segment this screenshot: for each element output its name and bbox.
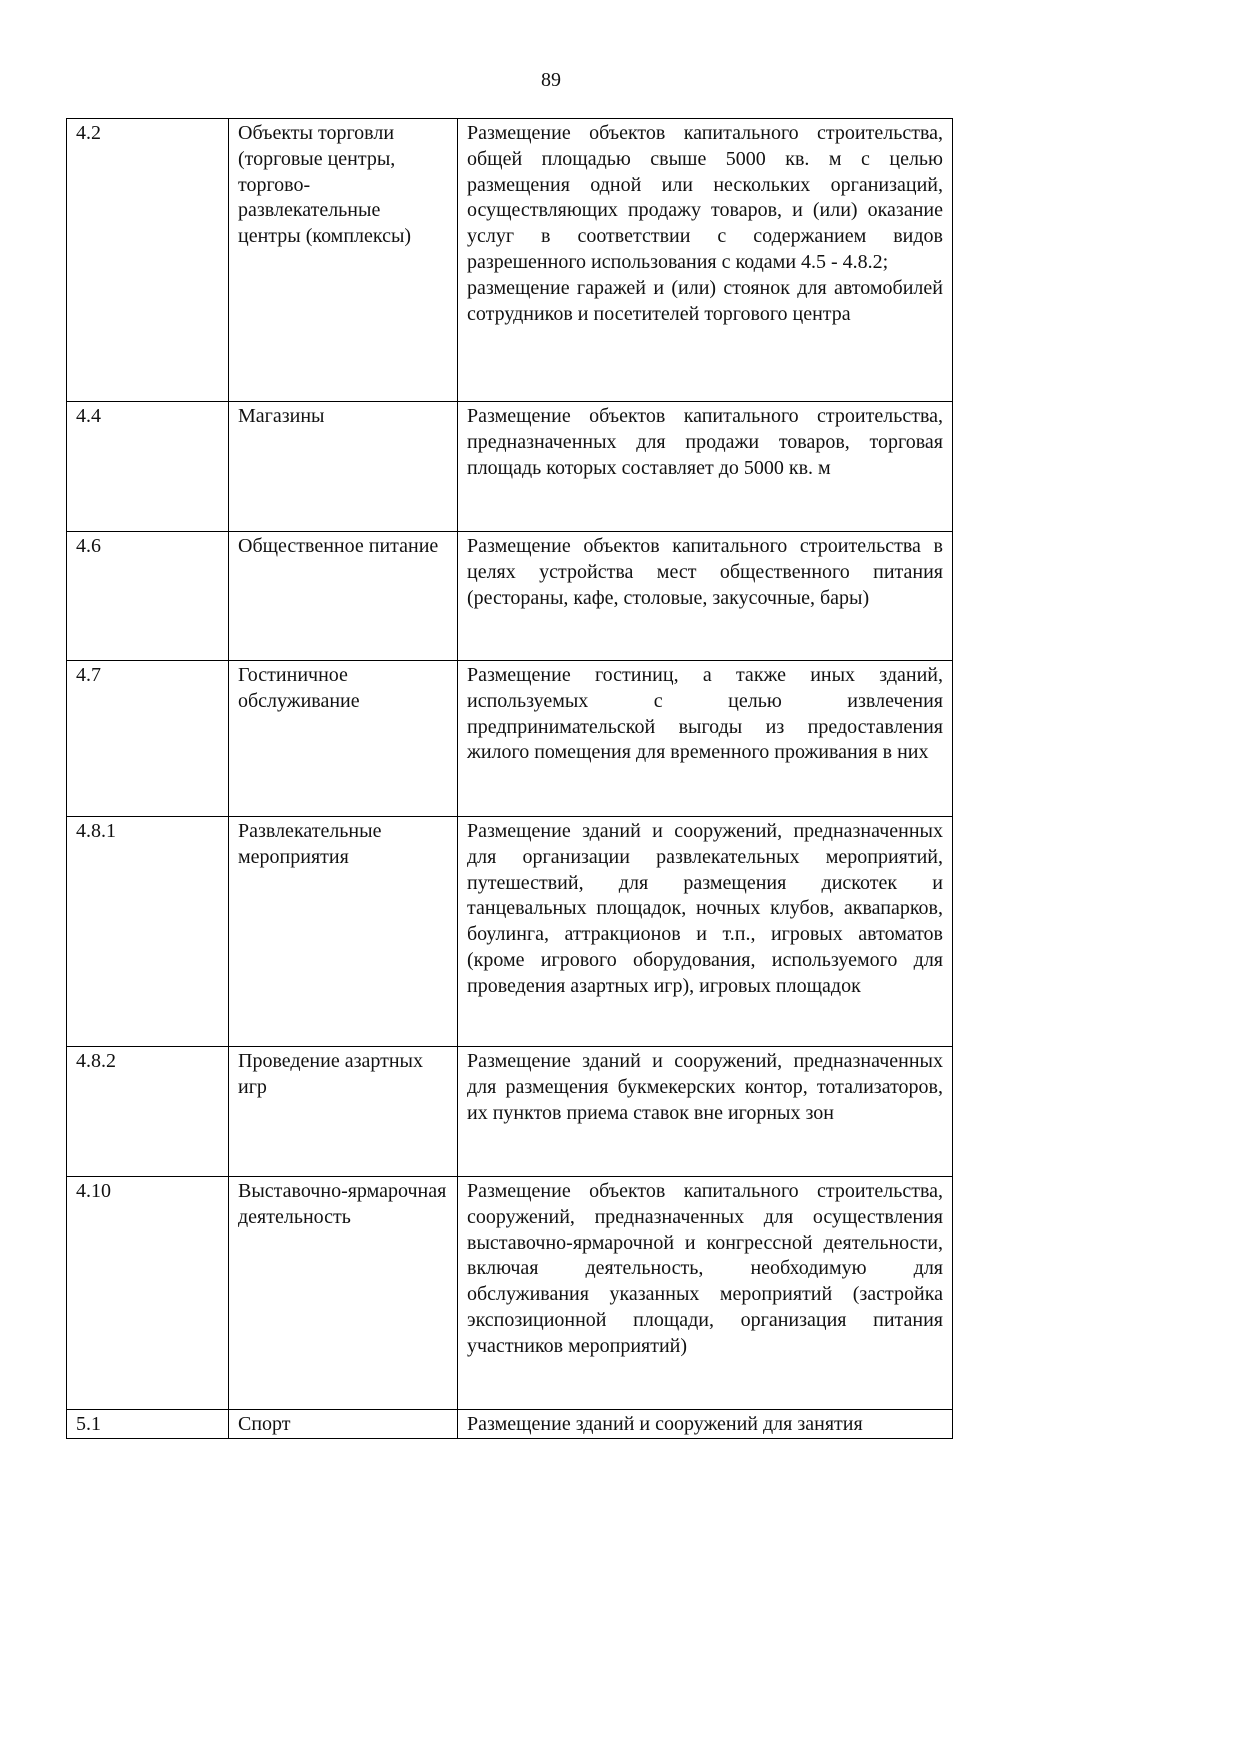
description-paragraph: Размещение зданий и сооружений, предназначенных для размещения букмекерских контор, тотализаторов, их пунктов приема ставок вне игорных зон [467, 1050, 943, 1124]
row-name: Развлекательные мероприятия [229, 817, 458, 1047]
table-row [67, 119, 953, 402]
description-paragraph: Размещение гостиниц, а также иных зданий, используемых с целью извлечения предпринимательской выгоды из предоставления жилого помещения для временного проживания в них [467, 664, 943, 764]
row-description [458, 1047, 953, 1177]
row-name: Общественное питание [229, 532, 458, 661]
row-code: 4.7 [67, 661, 229, 817]
table-row [67, 817, 953, 1047]
page-number: 89 [541, 69, 561, 91]
row-name: Выставочно-ярмарочная деятельность [229, 1177, 458, 1410]
table-row [67, 1177, 953, 1410]
row-code: 4.10 [67, 1177, 229, 1410]
table-row [67, 402, 953, 532]
description-paragraph: Размещение объектов капитального строительства в целях устройства мест общественного питания (рестораны, кафе, столовые, закусочные, бары) [467, 535, 943, 609]
table-row [67, 1410, 953, 1439]
row-code: 4.2 [67, 119, 229, 402]
row-code: 4.8.1 [67, 817, 229, 1047]
table-row [67, 532, 953, 661]
table-row [67, 661, 953, 817]
row-name: Объекты торговли (торговые центры, торгово-развлекательные центры (комплексы) [229, 119, 458, 402]
description-paragraph: Размещение зданий и сооружений, предназначенных для организации развлекательных мероприятий, путешествий, для размещения дискотек и танцевальных площадок, ночных клубов, аквапарков, боулинга, аттракционов и т.п., игровых автоматов (кроме игрового оборудования, используемого для проведения азартных игр), игровых площадок [467, 820, 943, 997]
row-description [458, 661, 953, 817]
row-description [458, 817, 953, 1047]
row-description [458, 402, 953, 532]
land-use-table [66, 118, 953, 1439]
description-paragraph: Размещение объектов капитального строительства, общей площадью свыше 5000 кв. м с целью размещения одной или нескольких организаций, осуществляющих продажу товаров, и (или) оказание услуг в соответствии с содержанием видов разрешенного использования с кодами 4.5 - 4.8.2; [467, 122, 943, 273]
description-paragraph: Размещение зданий и сооружений для занятия [467, 1413, 863, 1435]
row-name: Проведение азартных игр [229, 1047, 458, 1177]
description-paragraph: размещение гаражей и (или) стоянок для автомобилей сотрудников и посетителей торгового центра [467, 276, 943, 325]
row-code: 5.1 [67, 1410, 229, 1439]
row-description [458, 1410, 953, 1439]
row-name: Гостиничное обслуживание [229, 661, 458, 817]
row-description [458, 532, 953, 661]
description-paragraph: Размещение объектов капитального строительства, сооружений, предназначенных для осуществления выставочно-ярмарочной и конгрессной деятельности, включая деятельность, необходимую для обслуживания указанных мероприятий (застройка экспозиционной площади, организация питания участников мероприятий) [467, 1180, 943, 1357]
row-name: Спорт [229, 1410, 458, 1439]
row-code: 4.6 [67, 532, 229, 661]
description-paragraph: Размещение объектов капитального строительства, предназначенных для продажи товаров, торговая площадь которых составляет до 5000 кв. м [467, 405, 943, 479]
row-description [458, 1177, 953, 1410]
row-code: 4.8.2 [67, 1047, 229, 1177]
table-row [67, 1047, 953, 1177]
row-code: 4.4 [67, 402, 229, 532]
row-description [458, 119, 953, 402]
row-name: Магазины [229, 402, 458, 532]
